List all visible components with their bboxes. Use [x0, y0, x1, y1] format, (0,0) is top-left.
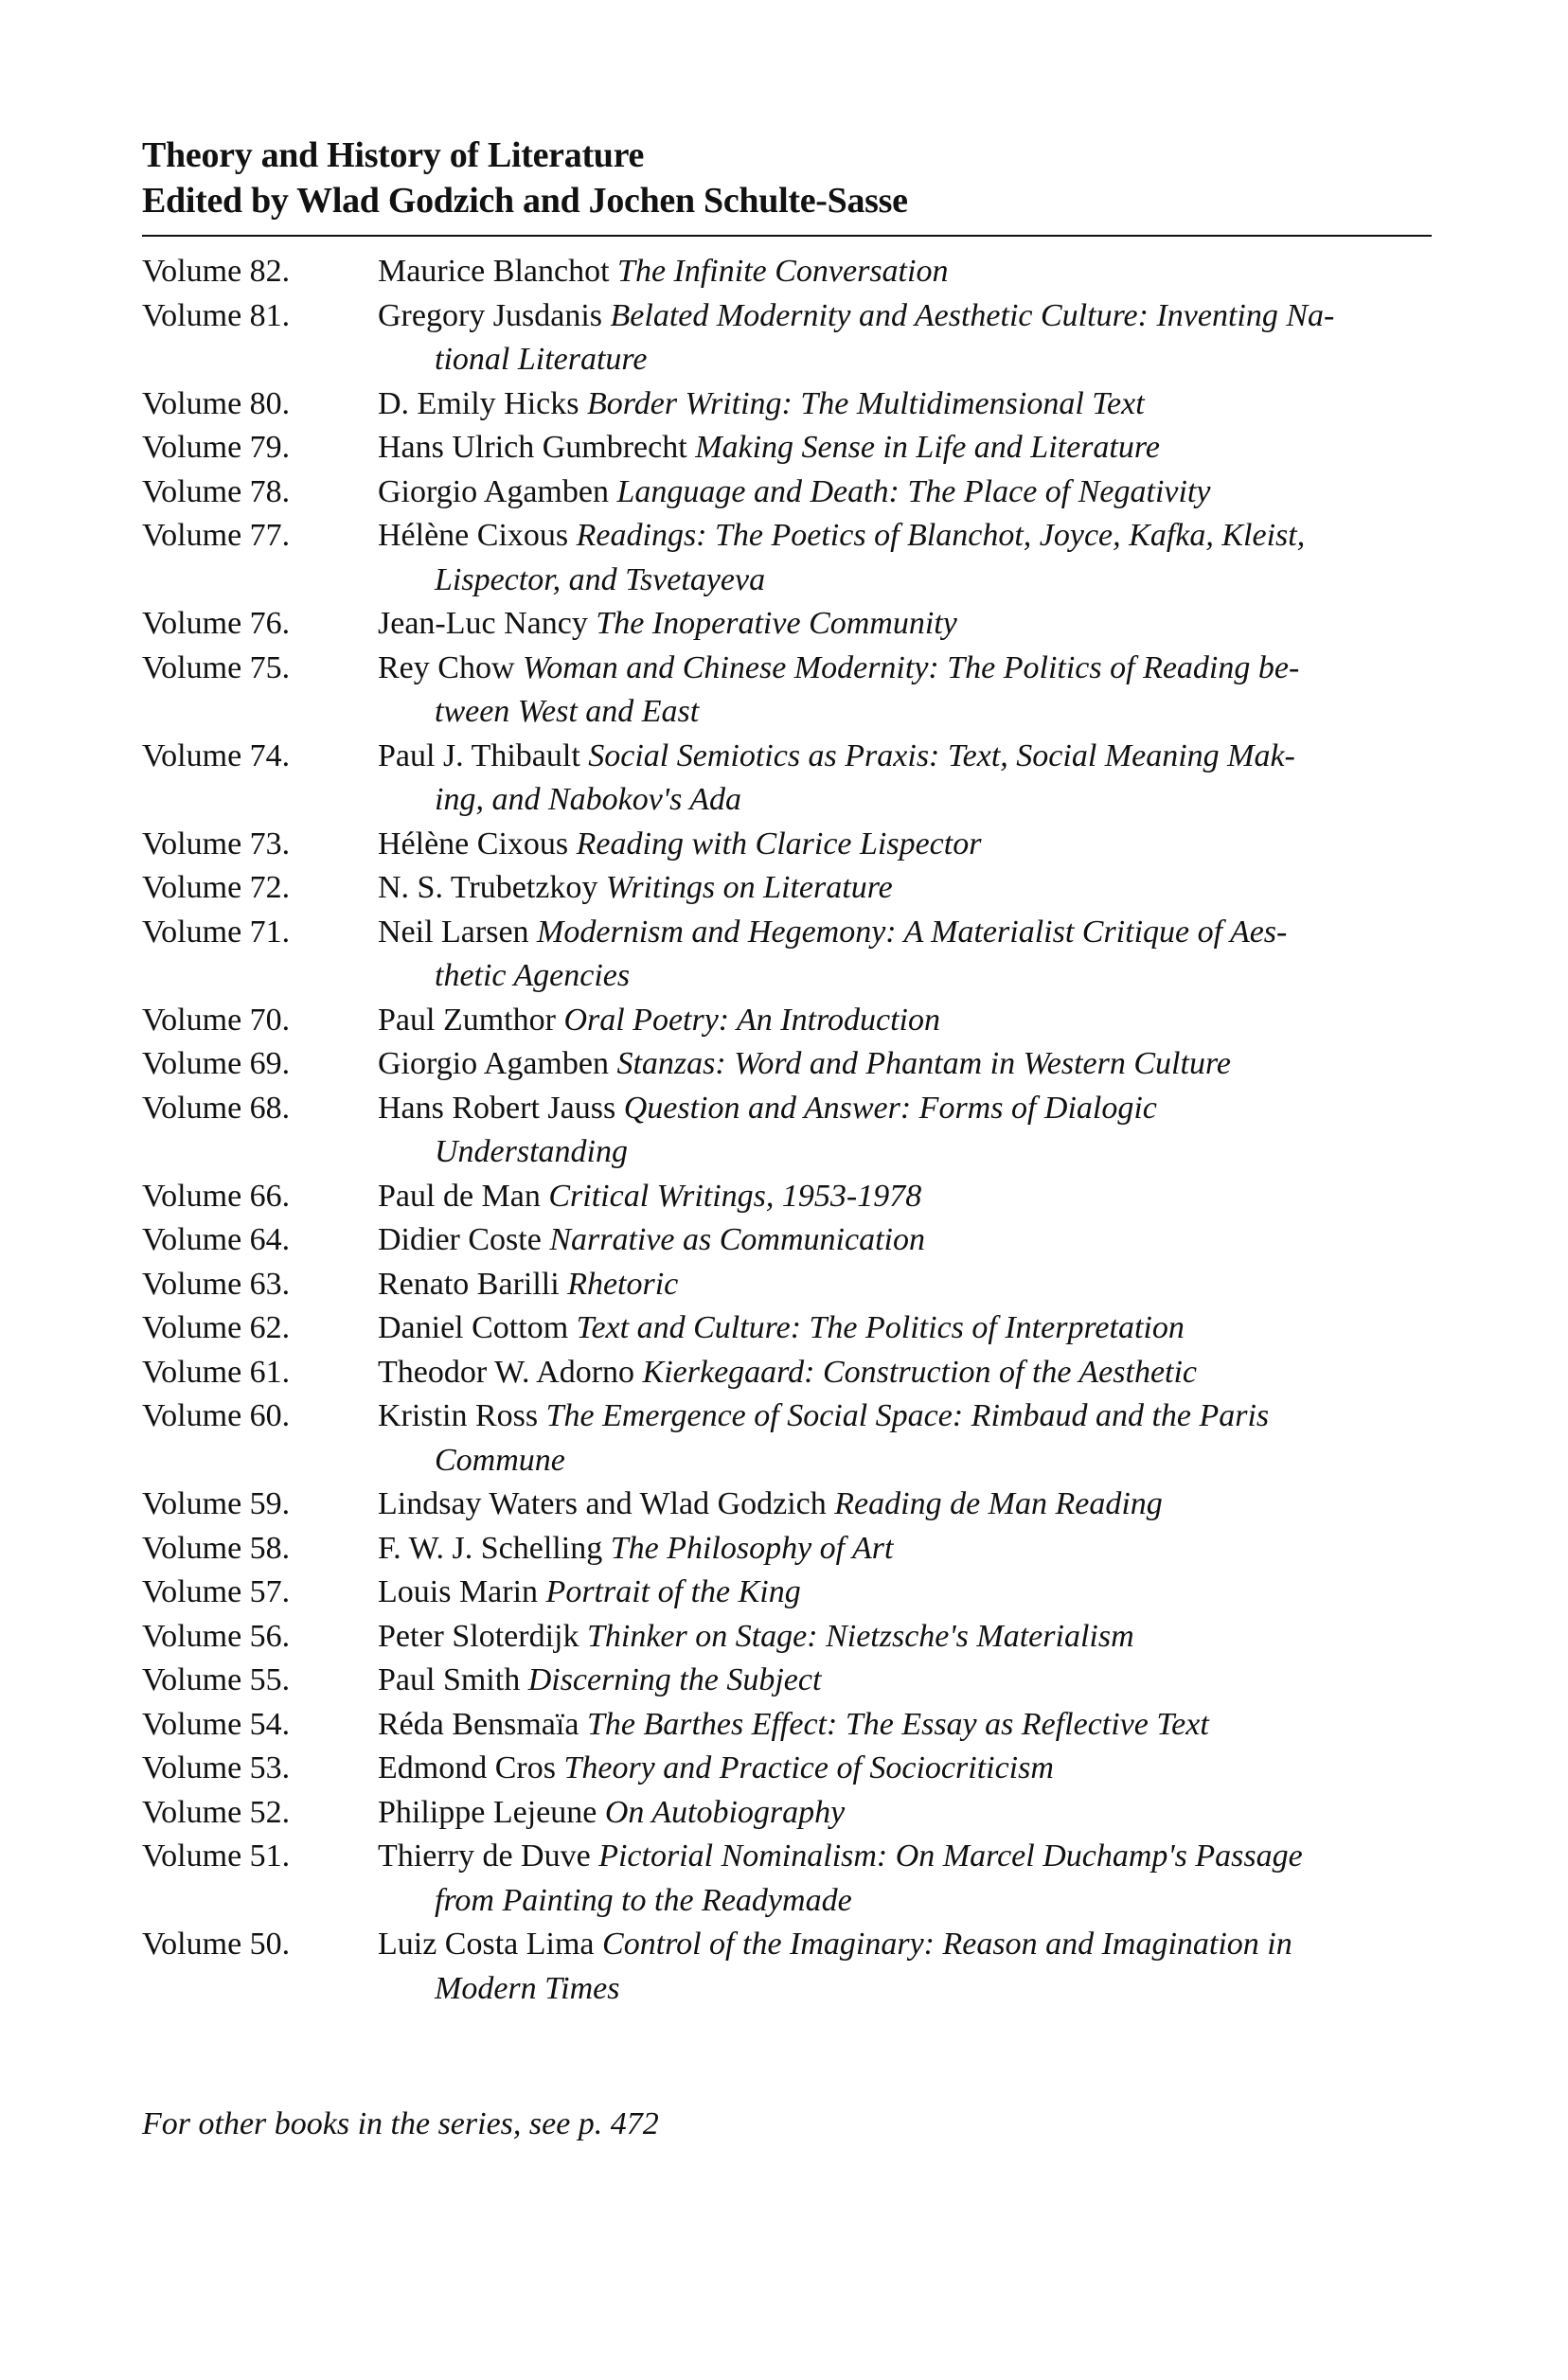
book-title: tional Literature — [435, 342, 648, 377]
volume-description — [378, 1042, 1432, 1087]
volume-description — [378, 1703, 1432, 1748]
author-name: Réda Bensmaïa — [378, 1706, 587, 1742]
volume-number: Volume 54. — [142, 1706, 291, 1742]
author-name: Jean-Luc Nancy — [378, 606, 597, 641]
series-editors: Edited by Wlad Godzich and Jochen Schulte-Sasse — [142, 181, 908, 221]
book-title: Making Sense in Life and Literature — [695, 430, 1160, 465]
volume-number: Volume 63. — [142, 1266, 291, 1302]
book-title: The Emergence of Social Space: Rimbaud and the Paris — [545, 1398, 1270, 1433]
description-line — [378, 250, 1432, 294]
author-name: Peter Sloterdijk — [378, 1618, 587, 1654]
description-line — [378, 823, 1432, 867]
description-line — [378, 1042, 1432, 1087]
description-line — [378, 866, 1432, 911]
book-title: Belated Modernity and Aesthetic Culture: Inventing Na- — [610, 297, 1335, 333]
volume-description — [378, 1791, 1432, 1836]
book-title: Text and Culture: The Politics of Interpretation — [576, 1310, 1185, 1345]
description-continuation — [378, 778, 1432, 823]
description-continuation — [378, 690, 1432, 735]
book-title: The Barthes Effect: The Essay as Reflective Text — [586, 1706, 1209, 1742]
volume-entry — [142, 602, 1432, 647]
volume-entry — [142, 1218, 1432, 1263]
volume-number: Volume 51. — [142, 1838, 291, 1874]
author-name: Paul J. Thibault — [378, 737, 589, 773]
description-continuation — [378, 1439, 1432, 1483]
volume-description — [378, 250, 1432, 294]
description-line — [378, 1835, 1432, 1879]
description-line — [378, 999, 1432, 1043]
series-page — [142, 133, 1432, 2011]
volume-number: Volume 55. — [142, 1662, 291, 1697]
volume-entry — [142, 1087, 1432, 1175]
description-line — [378, 426, 1432, 471]
volume-number: Volume 59. — [142, 1486, 291, 1521]
volume-entry — [142, 999, 1432, 1043]
volume-number: Volume 79. — [142, 430, 291, 465]
volume-entry — [142, 1615, 1432, 1660]
volume-entry — [142, 1394, 1432, 1483]
volume-description — [378, 999, 1432, 1043]
description-line — [378, 294, 1432, 339]
volume-number: Volume 74. — [142, 737, 291, 773]
author-name: Neil Larsen — [378, 914, 538, 950]
volume-description — [378, 1571, 1432, 1615]
book-title: Writings on Literature — [605, 870, 893, 905]
volume-number: Volume 70. — [142, 1002, 291, 1038]
volume-entry — [142, 1175, 1432, 1219]
volume-entry — [142, 1923, 1432, 2011]
author-name: Maurice Blanchot — [378, 254, 618, 289]
volume-number: Volume 57. — [142, 1574, 291, 1609]
volume-description — [378, 1527, 1432, 1572]
volume-number: Volume 81. — [142, 297, 291, 333]
volume-description — [378, 1263, 1432, 1307]
book-title: Readings: The Poetics of Blanchot, Joyce, Kafka, Kleist, — [576, 518, 1306, 553]
description-continuation — [378, 559, 1432, 603]
description-line — [378, 735, 1432, 779]
header-rule — [142, 235, 1432, 237]
volume-description — [378, 866, 1432, 911]
volume-number: Volume 66. — [142, 1178, 291, 1214]
volume-description — [378, 294, 1432, 382]
volume-entry — [142, 294, 1432, 382]
description-line — [378, 1394, 1432, 1439]
book-title: Modern Times — [435, 1970, 620, 2006]
author-name: Hélène Cixous — [378, 518, 577, 553]
volume-entry — [142, 1835, 1432, 1923]
series-title: Theory and History of Literature — [142, 135, 645, 175]
description-continuation — [378, 954, 1432, 999]
book-title: The Inoperative Community — [596, 606, 957, 641]
volume-number: Volume 56. — [142, 1618, 291, 1654]
description-line — [378, 602, 1432, 647]
book-title: Reading with Clarice Lispector — [576, 826, 982, 861]
volume-number: Volume 71. — [142, 914, 291, 950]
book-title: Control of the Imaginary: Reason and Imagination in — [602, 1927, 1292, 1962]
volume-number: Volume 76. — [142, 606, 291, 641]
volume-description — [378, 602, 1432, 647]
volume-description — [378, 1615, 1432, 1660]
book-title: Stanzas: Word and Phantam in Western Culture — [616, 1046, 1232, 1081]
volume-number: Volume 73. — [142, 826, 291, 861]
footer-note: For other books in the series, see p. 472 — [142, 2106, 659, 2141]
volume-description — [378, 1306, 1432, 1351]
description-line — [378, 1351, 1432, 1395]
volume-entry — [142, 823, 1432, 867]
volume-entry — [142, 1306, 1432, 1351]
volume-entry — [142, 1791, 1432, 1836]
book-title: Rhetoric — [567, 1266, 679, 1302]
volume-entry — [142, 1571, 1432, 1615]
volume-entry — [142, 1527, 1432, 1572]
description-line — [378, 1923, 1432, 1967]
description-line — [378, 1571, 1432, 1615]
description-line — [378, 1483, 1432, 1527]
volume-description — [378, 1483, 1432, 1527]
book-title: Narrative as Communication — [549, 1222, 925, 1257]
book-title: Language and Death: The Place of Negativity — [616, 473, 1211, 509]
author-name: Thierry de Duve — [378, 1838, 599, 1874]
volume-description — [378, 1218, 1432, 1263]
volume-entry — [142, 1747, 1432, 1791]
book-title: Woman and Chinese Modernity: The Politics of Reading be- — [523, 649, 1300, 685]
volume-entry — [142, 1351, 1432, 1395]
author-name: Didier Coste — [378, 1222, 550, 1257]
volume-number: Volume 50. — [142, 1927, 291, 1962]
author-name: Hans Robert Jauss — [378, 1090, 624, 1126]
volume-entry — [142, 647, 1432, 735]
volume-entry — [142, 426, 1432, 471]
book-title: The Infinite Conversation — [617, 254, 949, 289]
author-name: Paul Zumthor — [378, 1002, 564, 1038]
description-line — [378, 1659, 1432, 1703]
volume-description — [378, 1394, 1432, 1483]
volume-number: Volume 64. — [142, 1222, 291, 1257]
volume-entry — [142, 382, 1432, 427]
author-name: Luiz Costa Lima — [378, 1927, 603, 1962]
book-title: Commune — [435, 1442, 565, 1478]
volume-description — [378, 1175, 1432, 1219]
description-line — [378, 1306, 1432, 1351]
volume-number: Volume 52. — [142, 1794, 291, 1830]
book-title: On Autobiography — [604, 1794, 846, 1830]
description-line — [378, 1218, 1432, 1263]
book-title: Theory and Practice of Sociocriticism — [563, 1750, 1054, 1785]
author-name: D. Emily Hicks — [378, 385, 587, 421]
volume-entry — [142, 911, 1432, 999]
volume-description — [378, 1747, 1432, 1791]
volume-list — [142, 250, 1432, 2011]
volume-entry — [142, 1483, 1432, 1527]
author-name: Edmond Cros — [378, 1750, 564, 1785]
book-title: Portrait of the King — [545, 1574, 801, 1609]
volume-number: Volume 69. — [142, 1046, 291, 1081]
volume-description — [378, 911, 1432, 999]
volume-number: Volume 75. — [142, 649, 291, 685]
volume-description — [378, 426, 1432, 471]
volume-description — [378, 1351, 1432, 1395]
volume-description — [378, 1835, 1432, 1923]
description-line — [378, 471, 1432, 515]
volume-entry — [142, 866, 1432, 911]
description-line — [378, 1747, 1432, 1791]
description-continuation — [378, 338, 1432, 382]
description-continuation — [378, 1130, 1432, 1175]
volume-description — [378, 735, 1432, 823]
book-title: Lispector, and Tsvetayeva — [435, 561, 766, 597]
volume-description — [378, 471, 1432, 515]
description-line — [378, 382, 1432, 427]
book-title: Pictorial Nominalism: On Marcel Duchamp's Passage — [598, 1838, 1303, 1874]
author-name: Giorgio Agamben — [378, 1046, 617, 1081]
volume-description — [378, 823, 1432, 867]
book-title: Thinker on Stage: Nietzsche's Materialism — [586, 1618, 1134, 1654]
description-continuation — [378, 1967, 1432, 2012]
volume-description — [378, 1087, 1432, 1175]
book-title: Critical Writings, 1953-1978 — [548, 1178, 922, 1214]
volume-entry — [142, 735, 1432, 823]
book-title: Discerning the Subject — [527, 1662, 822, 1697]
volume-description — [378, 647, 1432, 735]
author-name: Louis Marin — [378, 1574, 546, 1609]
book-title: Understanding — [435, 1134, 628, 1169]
volume-entry — [142, 471, 1432, 515]
description-line — [378, 1175, 1432, 1219]
description-line — [378, 514, 1432, 559]
volume-entry — [142, 1263, 1432, 1307]
description-line — [378, 1703, 1432, 1748]
author-name: Rey Chow — [378, 649, 523, 685]
author-name: Gregory Jusdanis — [378, 297, 611, 333]
book-title: ing, and Nabokov's Ada — [435, 782, 741, 817]
author-name: Daniel Cottom — [378, 1310, 577, 1345]
description-line — [378, 647, 1432, 691]
book-title: from Painting to the Readymade — [435, 1882, 852, 1918]
volume-number: Volume 60. — [142, 1398, 291, 1433]
volume-number: Volume 53. — [142, 1750, 291, 1785]
author-name: Renato Barilli — [378, 1266, 568, 1302]
description-line — [378, 1087, 1432, 1131]
volume-entry — [142, 1042, 1432, 1087]
volume-number: Volume 82. — [142, 254, 291, 289]
author-name: Hans Ulrich Gumbrecht — [378, 430, 696, 465]
volume-number: Volume 77. — [142, 518, 291, 553]
book-title: Oral Poetry: An Introduction — [563, 1002, 940, 1038]
volume-entry — [142, 1659, 1432, 1703]
author-name: Philippe Lejeune — [378, 1794, 605, 1830]
book-title: tween West and East — [435, 694, 700, 729]
description-line — [378, 911, 1432, 955]
author-name: F. W. J. Schelling — [378, 1530, 611, 1566]
book-title: Reading de Man Reading — [834, 1486, 1163, 1521]
volume-entry — [142, 514, 1432, 602]
book-title: Kierkegaard: Construction of the Aesthetic — [642, 1354, 1198, 1390]
book-title: thetic Agencies — [435, 958, 631, 993]
author-name: Theodor W. Adorno — [378, 1354, 643, 1390]
description-line — [378, 1527, 1432, 1572]
volume-number: Volume 62. — [142, 1310, 291, 1345]
description-continuation — [378, 1879, 1432, 1924]
volume-description — [378, 1923, 1432, 2011]
book-title: Social Semiotics as Praxis: Text, Social Meaning Mak- — [588, 737, 1295, 773]
volume-number: Volume 58. — [142, 1530, 291, 1566]
volume-number: Volume 68. — [142, 1090, 291, 1126]
volume-entry — [142, 250, 1432, 294]
volume-number: Volume 80. — [142, 385, 291, 421]
author-name: Kristin Ross — [378, 1398, 546, 1433]
volume-description — [378, 514, 1432, 602]
author-name: Paul Smith — [378, 1662, 528, 1697]
description-line — [378, 1615, 1432, 1660]
description-line — [378, 1263, 1432, 1307]
book-title: The Philosophy of Art — [610, 1530, 894, 1566]
book-title: Border Writing: The Multidimensional Text — [586, 385, 1145, 421]
book-title: Question and Answer: Forms of Dialogic — [623, 1090, 1157, 1126]
volume-number: Volume 78. — [142, 473, 291, 509]
description-line — [378, 1791, 1432, 1836]
volume-number: Volume 61. — [142, 1354, 291, 1390]
author-name: Giorgio Agamben — [378, 473, 617, 509]
volume-number: Volume 72. — [142, 870, 291, 905]
volume-description — [378, 382, 1432, 427]
author-name: Lindsay Waters and Wlad Godzich — [378, 1486, 835, 1521]
author-name: Hélène Cixous — [378, 826, 577, 861]
author-name: Paul de Man — [378, 1178, 549, 1214]
volume-description — [378, 1659, 1432, 1703]
book-title: Modernism and Hegemony: A Materialist Critique of Aes- — [537, 914, 1288, 950]
author-name: N. S. Trubetzkoy — [378, 870, 606, 905]
volume-entry — [142, 1703, 1432, 1748]
